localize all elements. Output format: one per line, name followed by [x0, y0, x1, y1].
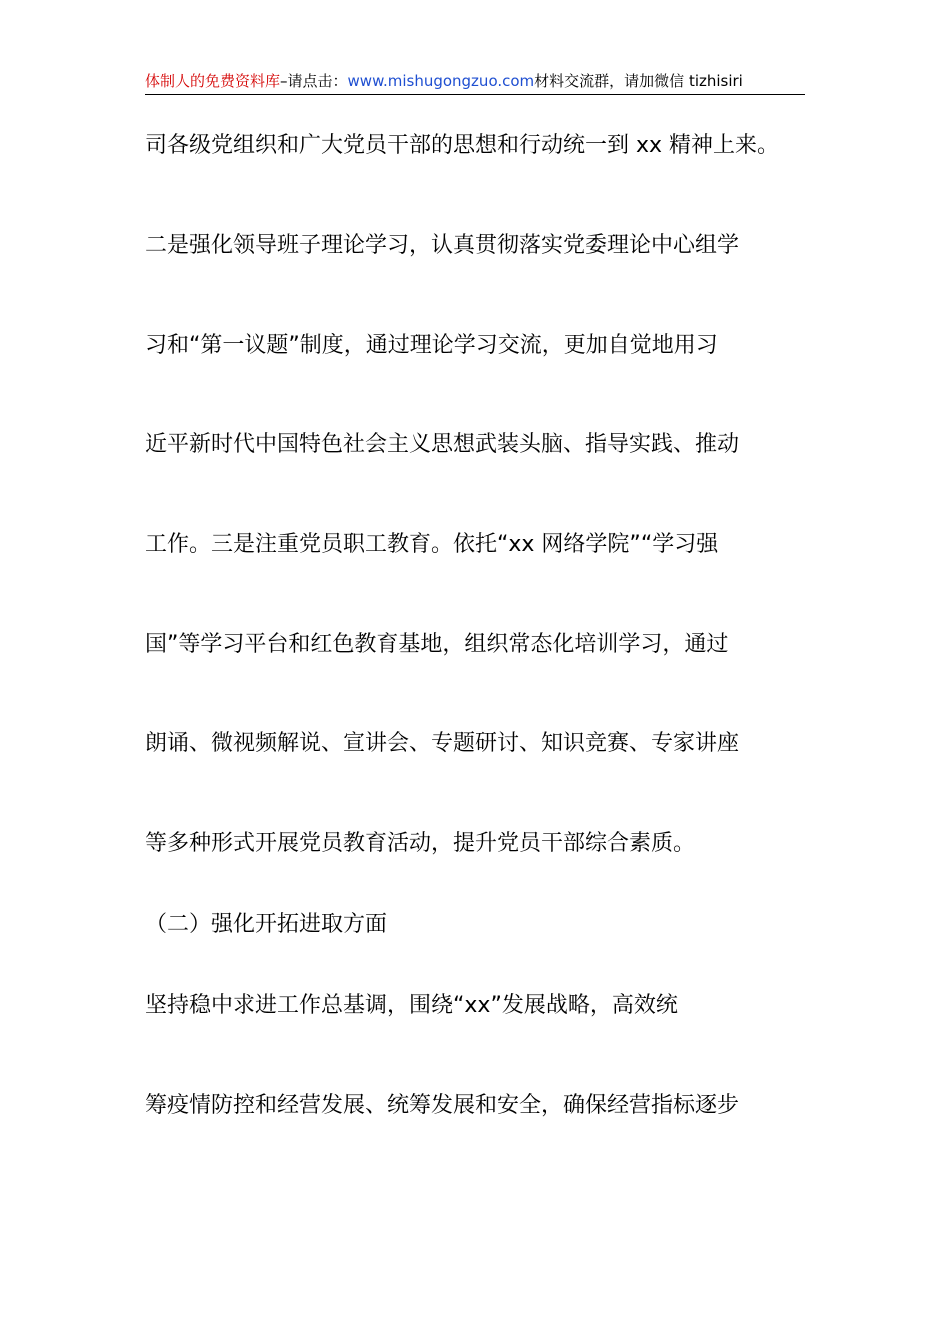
body-line-8: 等多种形式开展党员教育活动，提升党员干部综合素质。: [145, 831, 696, 856]
page-header: [145, 70, 805, 95]
header-note: 材料交流群，请加微信 tizhisiri: [534, 72, 743, 90]
body-line-5: 工作。三是注重党员职工教育。依托“xx 网络学院”“学习强: [145, 532, 719, 557]
header-prompt: –请点击：: [280, 72, 348, 90]
section-heading: （二）强化开拓进取方面: [145, 912, 388, 937]
header-brand: 体制人的免费资料库: [145, 72, 281, 90]
para2-line-2: 筹疫情防控和经营发展、统筹发展和安全，确保经营指标逐步: [145, 1093, 740, 1118]
body-line-4: 近平新时代中国特色社会主义思想武装头脑、指导实践、推动: [145, 432, 740, 457]
para2-line-1: 坚持稳中求进工作总基调，围绕“xx”发展战略，高效统: [145, 993, 678, 1018]
header-website-link[interactable]: www.mishugongzuo.com: [347, 72, 535, 90]
body-line-6: 国”等学习平台和红色教育基地，组织常态化培训学习，通过: [145, 632, 729, 657]
body-line-3: 习和“第一议题”制度，通过理论学习交流，更加自觉地用习: [145, 333, 718, 358]
body-line-7: 朗诵、微视频解说、宣讲会、专题研讨、知识竞赛、专家讲座: [145, 731, 740, 756]
body-line-2: 二是强化领导班子理论学习，认真贯彻落实党委理论中心组学: [145, 233, 740, 258]
body-line-1: 司各级党组织和广大党员干部的思想和行动统一到 xx 精神上来。: [145, 133, 780, 158]
